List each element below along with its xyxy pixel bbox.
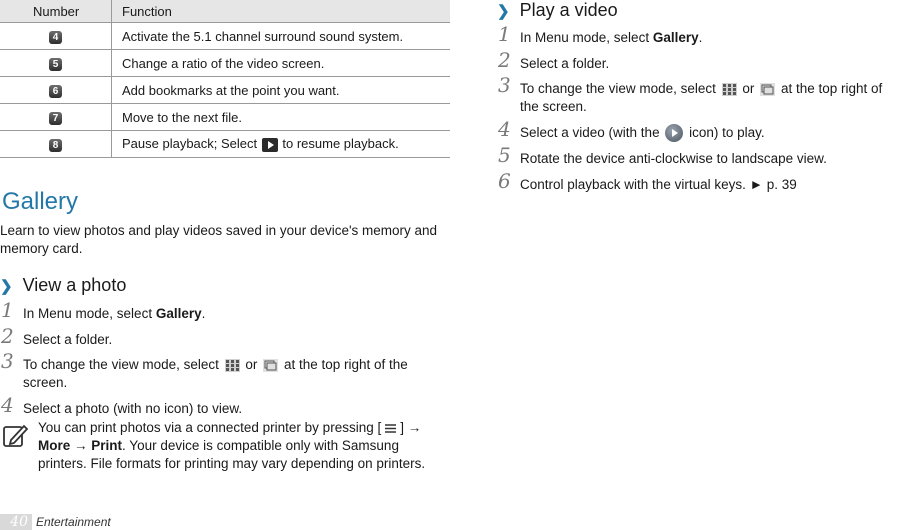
subsection-heading-play-video: ❯ Play a video (497, 0, 618, 20)
header-number: Number (0, 0, 112, 23)
thumbnail-icon (263, 359, 278, 372)
number-badge: 5 (49, 58, 62, 71)
function-table (0, 0, 450, 158)
step-item: 4 Select a photo (with no icon) to view. (1, 393, 243, 417)
table-cell: Move to the next file. (112, 104, 451, 131)
table-cell: Activate the 5.1 channel surround sound system. (112, 23, 451, 50)
step-item: 3 To change the view mode, select or at the top right of the screen. (1, 349, 408, 390)
table-row (0, 104, 450, 131)
step-item: 3 To change the view mode, select or at the top right of the screen. (498, 73, 883, 114)
table-row (0, 77, 450, 104)
step-item: 1 In Menu mode, select Gallery. (498, 22, 703, 46)
header-function: Function (112, 0, 451, 23)
thumbnail-icon (760, 83, 775, 96)
menu-key-icon (383, 422, 398, 435)
table-row (0, 50, 450, 77)
grid-icon (225, 359, 240, 372)
footer-section-label: Entertainment (36, 515, 111, 529)
step-item: 2 Select a folder. (498, 48, 610, 72)
grid-icon (722, 83, 737, 96)
page-number: 40 (0, 514, 32, 530)
table-cell: Pause playback; Select to resume playback. (112, 131, 451, 158)
play-icon (665, 124, 683, 142)
subsection-heading-view-photo: ❯ View a photo (0, 275, 127, 295)
step-item: 5 Rotate the device anti-clockwise to landscape view. (498, 143, 827, 167)
section-title: Gallery (2, 188, 79, 215)
note-pencil-icon (2, 423, 28, 449)
step-item: 4 Select a video (with the icon) to play. (498, 117, 765, 141)
number-badge: 7 (49, 112, 62, 125)
table-cell: Add bookmarks at the point you want. (112, 77, 451, 104)
step-item: 1 In Menu mode, select Gallery. (1, 298, 206, 322)
table-header (0, 0, 450, 23)
chevron-right-icon: ❯ (497, 3, 510, 20)
note-text: You can print photos via a connected printer by pressing [ ] → More → Print. Your device is compatible only with Samsung printers. File formats for printing may vary depending on printers. (38, 420, 426, 471)
number-badge: 8 (49, 139, 62, 152)
step-item: 6 Control playback with the virtual keys. ► p. 39 (498, 169, 797, 193)
table-row (0, 131, 450, 158)
section-description: Learn to view photos and play videos saved in your device's memory and memory card. (0, 223, 438, 256)
play-icon (262, 138, 278, 152)
step-item: 2 Select a folder. (1, 324, 113, 348)
table-row (0, 23, 450, 50)
number-badge: 4 (49, 31, 62, 44)
table-cell: Change a ratio of the video screen. (112, 50, 451, 77)
chevron-right-icon: ❯ (0, 278, 13, 295)
number-badge: 6 (49, 85, 62, 98)
